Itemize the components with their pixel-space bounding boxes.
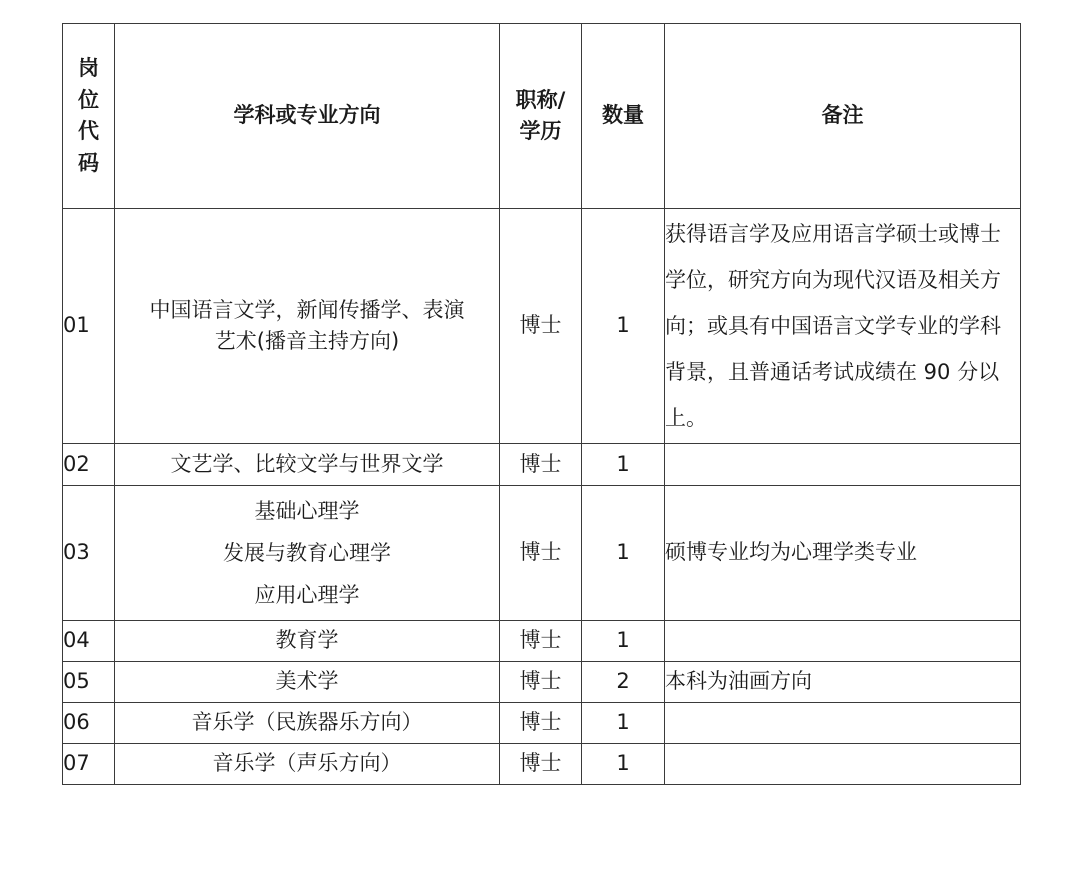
major-line: 中国语言文学，新闻传播学、表演 xyxy=(149,297,465,322)
count: 1 xyxy=(582,486,665,621)
header-title-line2: 学历 xyxy=(519,119,562,143)
count: 1 xyxy=(582,744,665,785)
major-line: 音乐学（民族器乐方向） xyxy=(191,710,423,735)
table-row xyxy=(63,209,1021,444)
count: 1 xyxy=(582,703,665,744)
major-line: 教育学 xyxy=(275,628,339,653)
note xyxy=(665,444,1021,486)
title-degree: 博士 xyxy=(500,444,582,486)
header-row xyxy=(63,24,1021,209)
header-title-line1: 职称/ xyxy=(515,87,566,112)
major xyxy=(115,621,500,662)
title-degree: 博士 xyxy=(500,486,582,621)
title-degree: 博士 xyxy=(500,744,582,785)
position-code: 07 xyxy=(63,744,115,785)
count: 1 xyxy=(582,444,665,486)
note: 硕博专业均为心理学类专业 xyxy=(665,486,1021,621)
title-degree: 博士 xyxy=(500,621,582,662)
table-row xyxy=(63,662,1021,703)
position-code: 02 xyxy=(63,444,115,486)
note xyxy=(665,703,1021,744)
note xyxy=(665,744,1021,785)
major xyxy=(115,744,500,785)
count: 1 xyxy=(582,621,665,662)
header-major: 学科或专业方向 xyxy=(115,24,500,209)
note: 获得语言学及应用语言学硕士或博士学位，研究方向为现代汉语及相关方向；或具有中国语言文学专业的学科背景，且普通话考试成绩在 90 分以上。 xyxy=(665,209,1021,444)
major xyxy=(115,703,500,744)
major-line: 艺术(播音主持方向) xyxy=(214,329,400,353)
position-code: 05 xyxy=(63,662,115,703)
major xyxy=(115,209,500,444)
table-row xyxy=(63,486,1021,621)
major-line: 应用心理学 xyxy=(254,583,360,607)
title-degree: 博士 xyxy=(500,703,582,744)
position-code: 04 xyxy=(63,621,115,662)
note xyxy=(665,621,1021,662)
major-line: 音乐学（声乐方向） xyxy=(212,751,402,776)
table-row xyxy=(63,621,1021,662)
note: 本科为油画方向 xyxy=(665,662,1021,703)
table-row xyxy=(63,703,1021,744)
header-count: 数量 xyxy=(582,24,665,209)
position-code: 01 xyxy=(63,209,115,444)
major xyxy=(115,486,500,621)
title-degree: 博士 xyxy=(500,662,582,703)
major-line: 基础心理学 xyxy=(254,499,360,523)
major-line: 文艺学、比较文学与世界文学 xyxy=(170,451,444,476)
title-degree: 博士 xyxy=(500,209,582,444)
header-note: 备注 xyxy=(665,24,1021,209)
major xyxy=(115,444,500,486)
major xyxy=(115,662,500,703)
header-title xyxy=(500,24,582,209)
count: 1 xyxy=(582,209,665,444)
position-code: 03 xyxy=(63,486,115,621)
table-row xyxy=(63,744,1021,785)
header-position-code: 岗位代码 xyxy=(63,24,115,209)
major-line: 发展与教育心理学 xyxy=(223,541,391,565)
table-row xyxy=(63,444,1021,486)
positions-table xyxy=(62,23,1021,785)
major-line: 美术学 xyxy=(275,669,339,694)
count: 2 xyxy=(582,662,665,703)
position-code: 06 xyxy=(63,703,115,744)
